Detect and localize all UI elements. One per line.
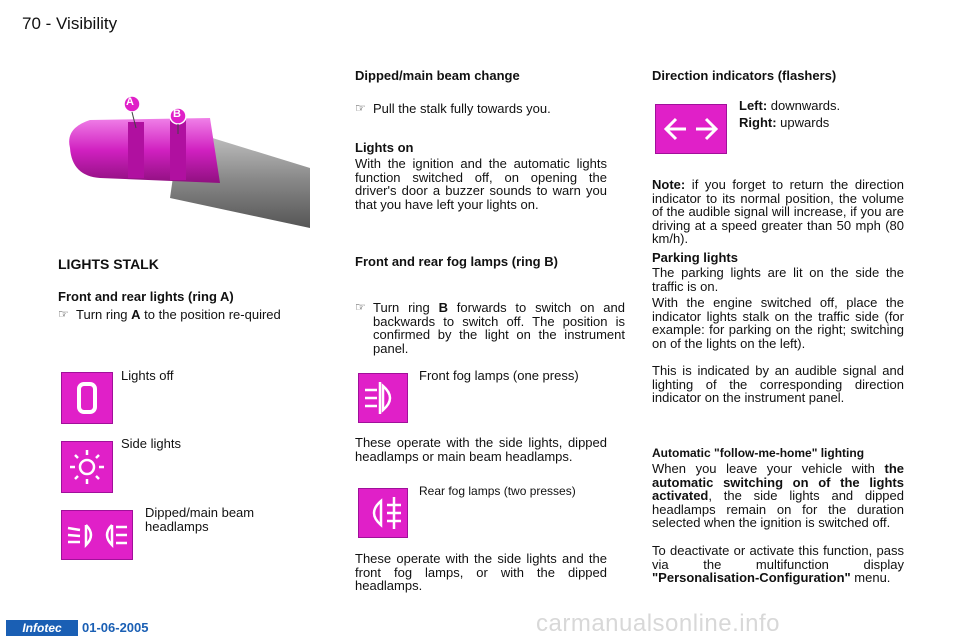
lights-off-label: Lights off bbox=[121, 368, 174, 383]
headlamps-label: Dipped/main beam headlamps bbox=[145, 505, 255, 534]
side-lights-icon bbox=[61, 441, 113, 493]
dipped-beam-heading: Dipped/main beam change bbox=[355, 68, 520, 83]
watermark: carmanualsonline.info bbox=[536, 610, 780, 637]
rear-fog-lamp-icon bbox=[358, 488, 408, 538]
lights-on-text: With the ignition and the automatic lights function switched off, on opening the driver's door a buzzer sounds to warn you that you have left your lights on. bbox=[355, 156, 607, 212]
lights-stalk-illustration bbox=[60, 88, 310, 238]
follow-me-home-text-1: When you leave your vehicle with the automatic switching on of the lights activated, the side lights and dipped headlamps remain on for the duration selected when the ignition is switched off. bbox=[652, 461, 904, 530]
parking-heading: Parking lights bbox=[652, 250, 738, 265]
lights-on-heading: Lights on bbox=[355, 140, 414, 155]
dipped-beam-instruction: ☞ Pull the stalk fully towards you. bbox=[355, 100, 551, 116]
rear-fog-label: Rear fog lamps (two presses) bbox=[419, 484, 576, 498]
indicators-heading: Direction indicators (flashers) bbox=[652, 68, 837, 83]
front-fog-lamp-icon bbox=[358, 373, 408, 423]
pointing-hand-icon: ☞ bbox=[58, 307, 69, 321]
lights-off-icon bbox=[61, 372, 113, 424]
left-indicator-text: Left: downwards. bbox=[739, 98, 841, 113]
front-fog-label: Front fog lamps (one press) bbox=[419, 368, 579, 383]
ring-a-label: A bbox=[126, 96, 134, 108]
ring-a-heading: Front and rear lights (ring A) bbox=[58, 289, 234, 304]
rear-fog-text: These operate with the side lights and the front fog lamps, or with the dipped headlamps. bbox=[355, 551, 607, 593]
parking-text-1: The parking lights are lit on the side the traffic is on. bbox=[652, 265, 904, 294]
side-lights-label: Side lights bbox=[121, 436, 181, 451]
note-text: Note: if you forget to return the direction indicator to its normal position, the volume of the audible signal will increase, if you are driving at a speed greater than 50 mph (80 km/h). bbox=[652, 177, 904, 246]
follow-me-home-text-2: To deactivate or activate this function, pass via the multifunction display "Personalisation-Configuration" menu. bbox=[652, 543, 904, 585]
ring-b-label: B bbox=[173, 108, 181, 120]
headlamps-icon bbox=[61, 510, 133, 560]
pointing-hand-icon: ☞ bbox=[355, 100, 366, 115]
parking-text-3: This is indicated by an audible signal and lighting of the corresponding direction indicator on the instrument panel. bbox=[652, 363, 904, 405]
page-title: 70 - Visibility bbox=[22, 14, 118, 33]
section-title: LIGHTS STALK bbox=[58, 256, 159, 272]
front-fog-text: These operate with the side lights, dipped headlamps or main beam headlamps. bbox=[355, 435, 607, 464]
fog-lamps-instruction: ☞ Turn ring B forwards to switch on and backwards to switch off. The position is confirmed by the light on the instrument panel. bbox=[355, 300, 625, 356]
print-date: 01-06-2005 bbox=[82, 620, 149, 635]
ring-a-instruction: ☞ Turn ring A to the position re-quired bbox=[58, 307, 281, 322]
pointing-hand-icon: ☞ bbox=[355, 300, 366, 314]
fog-lamps-heading: Front and rear fog lamps (ring B) bbox=[355, 254, 558, 269]
right-indicator-text: Right: upwards bbox=[739, 115, 830, 130]
follow-me-home-heading: Automatic "follow-me-home" lighting bbox=[652, 446, 865, 460]
direction-indicator-icon bbox=[655, 104, 727, 154]
parking-text-2: With the engine switched off, place the indicator lights stalk on the traffic side (for example: for parking on the right; switching on of the lights on the left). bbox=[652, 295, 904, 351]
infotec-logo: Infotec bbox=[6, 620, 78, 636]
